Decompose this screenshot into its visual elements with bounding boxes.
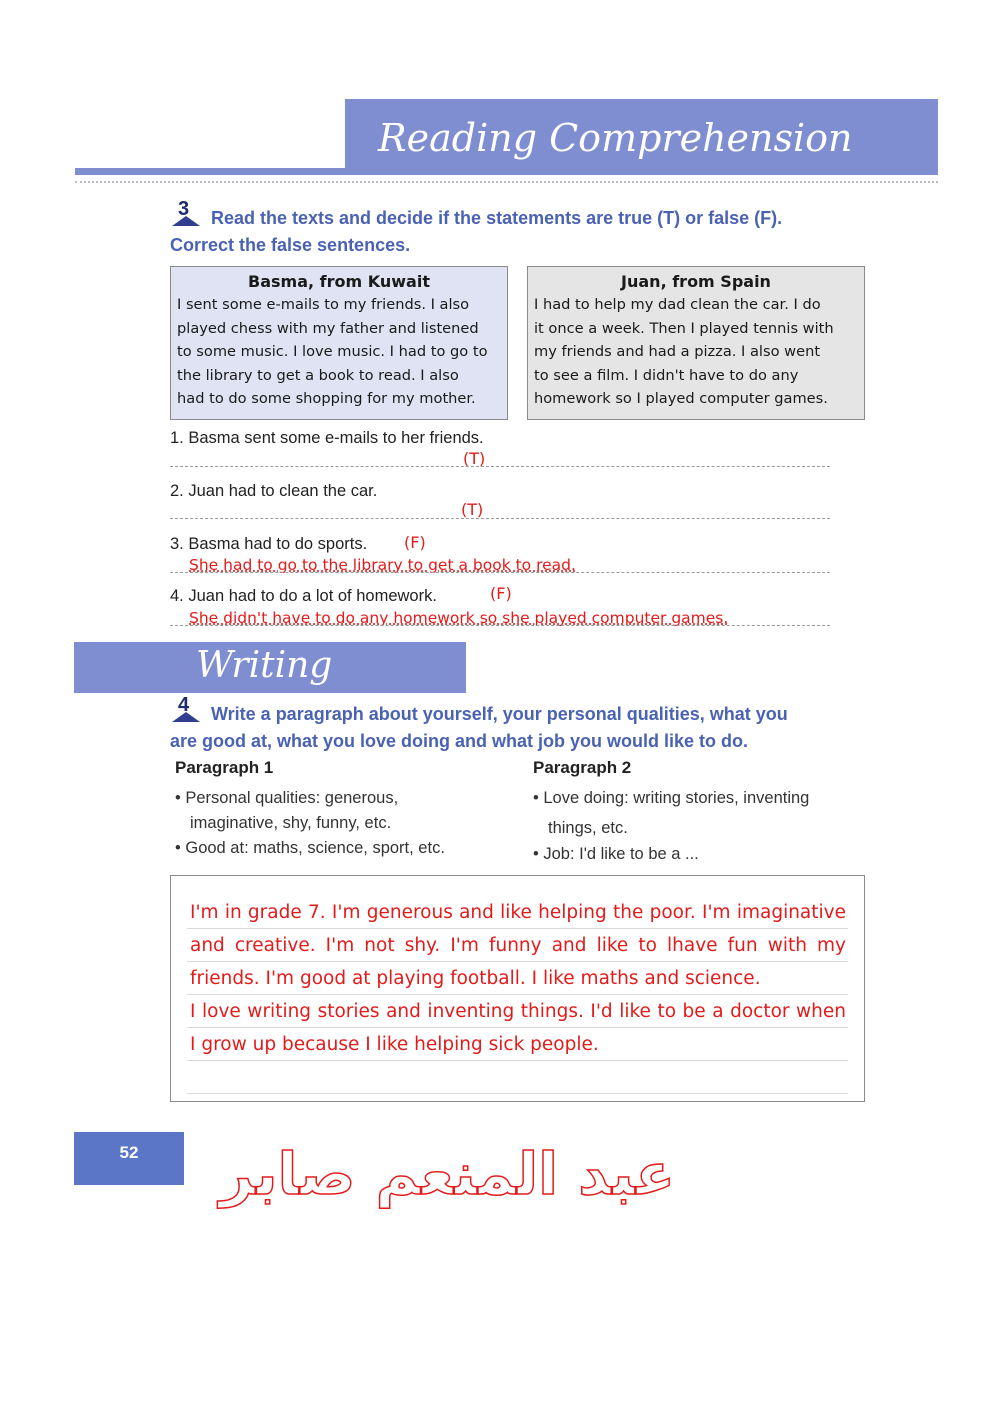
question-3-mark: (F) <box>404 533 426 552</box>
question-3-correction: She had to go to the library to get a book to read. <box>189 556 576 574</box>
exercise-4-instruction-line1: Write a paragraph about yourself, your personal qualities, what you <box>211 704 788 724</box>
text-line: homework so I played computer games. <box>534 390 828 407</box>
page-title: Reading Comprehension <box>378 116 853 160</box>
answer-paragraph-1: I'm in grade 7. I'm generous and like helping the poor. I'm imaginative and creative. I'm not shy. I'm funny and like to lhave fun with my friends. I'm good at playing football. I like maths and science. <box>190 902 846 989</box>
text-line: it once a week. Then I played tennis with <box>534 319 834 337</box>
text-line: had to do some shopping for my mother. <box>177 390 476 407</box>
writing-answer-text <box>190 896 846 1061</box>
text-box-heading: Basma, from Kuwait <box>248 272 430 291</box>
page-number: 52 <box>119 1143 139 1162</box>
exercise-3-instruction-line2: Correct the false sentences. <box>170 235 411 255</box>
text-box-basma <box>170 266 508 420</box>
exercise-3-number: 3 <box>178 198 190 220</box>
paragraph-2-bullet-2: • Job: I'd like to be a ... <box>533 845 699 863</box>
paragraph-1-heading: Paragraph 1 <box>175 758 274 777</box>
signature: عبد المنعم صابر <box>219 1140 675 1208</box>
paragraph-1-bullet-2: • Good at: maths, science, sport, etc. <box>175 839 445 857</box>
text-box-juan <box>527 266 865 420</box>
text-line: to see a film. I didn't have to do any <box>534 366 799 384</box>
text-line: to some music. I love music. I had to go to <box>177 343 488 360</box>
answer-line <box>170 518 830 519</box>
text-line: played chess with my father and listened <box>177 319 479 337</box>
paragraph-2-bullet-1: • Love doing: writing stories, inventing <box>533 789 810 807</box>
question-2: 2. Juan had to clean the car. <box>170 482 378 500</box>
question-4-correction: She didn't have to do any homework so she played computer games. <box>189 609 729 627</box>
paragraph-1-bullet-1-cont: imaginative, shy, funny, etc. <box>190 814 392 832</box>
question-2-mark: (T) <box>461 500 484 519</box>
text-box-body <box>171 291 507 411</box>
question-4: 4. Juan had to do a lot of homework. <box>170 587 437 605</box>
paragraph-1-bullet-1: • Personal qualities: generous, <box>175 789 399 807</box>
exercise-4-number: 4 <box>178 694 190 716</box>
answer-paragraph-2: I love writing stories and inventing things. I'd like to be a doctor when I grow up because I like helping sick people. <box>190 1001 846 1055</box>
question-1: 1. Basma sent some e-mails to her friends. <box>170 429 484 447</box>
question-3: 3. Basma had to do sports. <box>170 535 368 553</box>
exercise-4-number-icon <box>170 696 200 726</box>
text-line: my friends and had a pizza. I also went <box>534 343 821 360</box>
question-1-mark: (T) <box>463 449 486 468</box>
text-line: the library to get a book to read. I also <box>177 366 459 384</box>
exercise-4-instruction-line2: are good at, what you love doing and what job you would like to do. <box>170 731 749 751</box>
text-line: I sent some e-mails to my friends. I also <box>177 296 470 313</box>
exercise-3-instruction-line1: Read the texts and decide if the statements are true (T) or false (F). <box>211 208 783 228</box>
paragraph-2-bullet-1-cont: things, etc. <box>548 819 628 837</box>
header-underline-bar <box>75 168 347 175</box>
question-4-mark: (F) <box>490 584 512 603</box>
writing-title: Writing <box>196 645 333 686</box>
writing-answer-box <box>170 875 865 1102</box>
text-line: I had to help my dad clean the car. I do <box>534 296 821 313</box>
answer-line <box>170 625 830 626</box>
text-box-body <box>528 291 864 411</box>
paragraph-2-heading: Paragraph 2 <box>533 758 632 777</box>
dotted-divider <box>75 181 938 183</box>
text-box-heading: Juan, from Spain <box>621 272 771 291</box>
answer-line <box>170 572 830 573</box>
exercise-3-number-icon <box>170 200 200 230</box>
answer-line <box>170 466 830 467</box>
